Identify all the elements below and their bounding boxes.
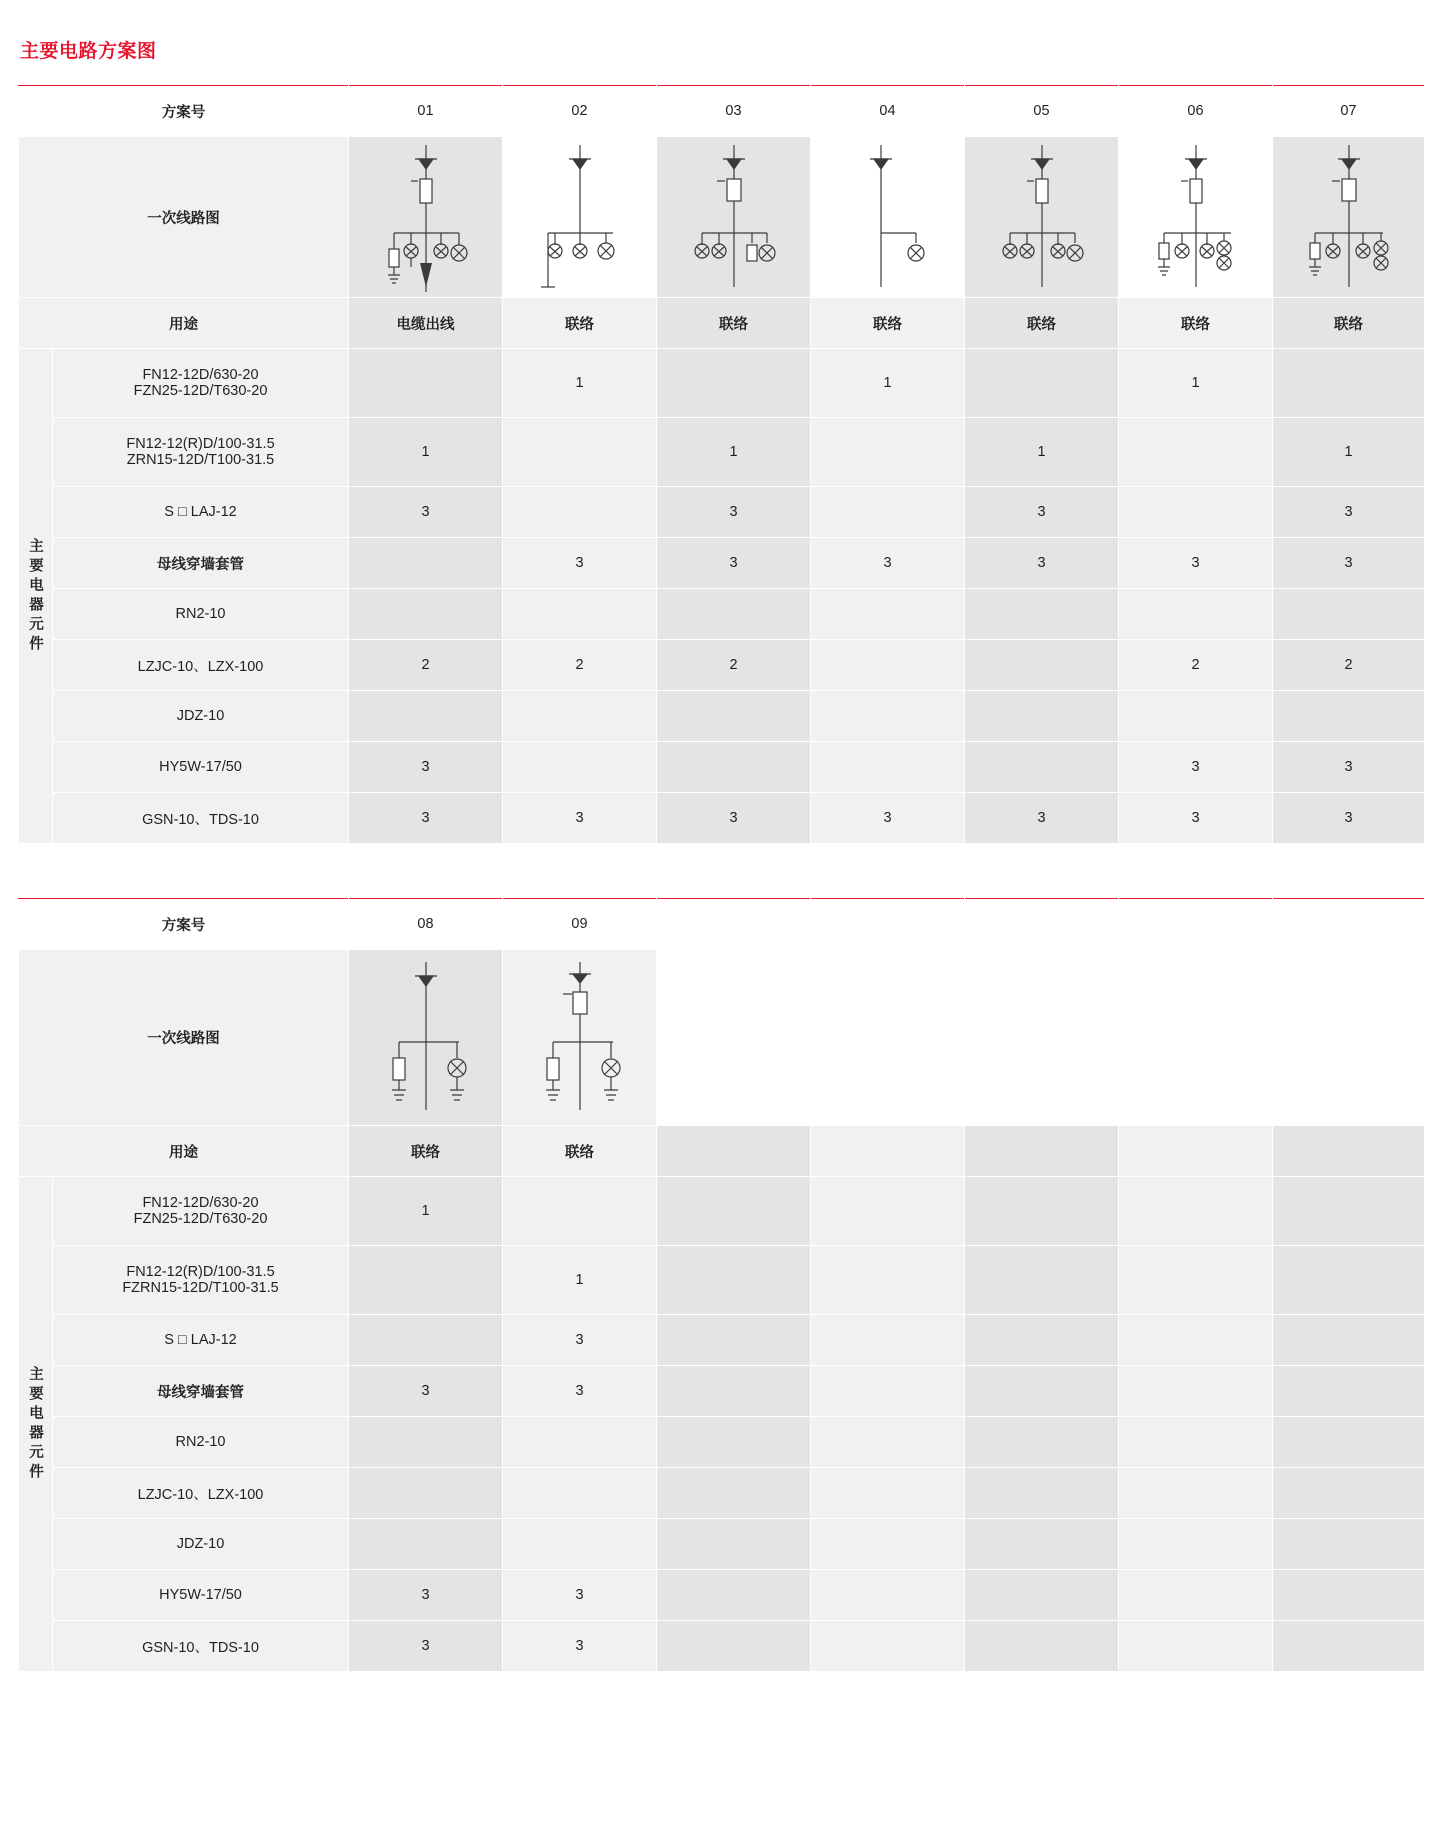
cell2-2-09: 3 bbox=[503, 1315, 657, 1366]
cell2-7-5 bbox=[965, 1570, 1119, 1621]
cell2-2-3 bbox=[657, 1315, 811, 1366]
component-name-3: 母线穿墙套管 bbox=[53, 538, 349, 589]
table-row bbox=[19, 1366, 1425, 1417]
table-row bbox=[19, 640, 1425, 691]
cell-0-02: 1 bbox=[503, 349, 657, 418]
component2-name-0 bbox=[53, 1177, 349, 1246]
cell2-3-5 bbox=[965, 1366, 1119, 1417]
diagram-07 bbox=[1273, 137, 1425, 298]
cell2-5-7 bbox=[1273, 1468, 1425, 1519]
cell-4-07 bbox=[1273, 589, 1425, 640]
cell-0-01 bbox=[349, 349, 503, 418]
cell2-7-09: 3 bbox=[503, 1570, 657, 1621]
cell2-0-6 bbox=[1119, 1177, 1273, 1246]
table-row bbox=[19, 1417, 1425, 1468]
cell2-6-3 bbox=[657, 1519, 811, 1570]
component2-name-1-line1: FN12-12(R)D/100-31.5 bbox=[126, 1264, 275, 1280]
cell-8-04: 3 bbox=[811, 793, 965, 844]
cell2-1-7 bbox=[1273, 1246, 1425, 1315]
cell-1-03: 1 bbox=[657, 418, 811, 487]
row-label-scheme-no-2: 方案号 bbox=[19, 899, 349, 950]
component2-name-8: GSN-10、TDS-10 bbox=[53, 1621, 349, 1672]
diagram-2-4 bbox=[811, 950, 965, 1126]
cell-2-06 bbox=[1119, 487, 1273, 538]
section-spacer bbox=[18, 844, 1425, 898]
cell2-6-6 bbox=[1119, 1519, 1273, 1570]
component2-name-0-line1: FN12-12D/630-20 bbox=[142, 1195, 259, 1211]
cell-3-02: 3 bbox=[503, 538, 657, 589]
diagram-03 bbox=[657, 137, 811, 298]
cell-1-02 bbox=[503, 418, 657, 487]
cell2-1-4 bbox=[811, 1246, 965, 1315]
cell-7-02 bbox=[503, 742, 657, 793]
cell2-4-6 bbox=[1119, 1417, 1273, 1468]
cell-1-06 bbox=[1119, 418, 1273, 487]
cell2-3-3 bbox=[657, 1366, 811, 1417]
cell2-4-09 bbox=[503, 1417, 657, 1468]
cell2-8-7 bbox=[1273, 1621, 1425, 1672]
cell-6-05 bbox=[965, 691, 1119, 742]
cell2-8-5 bbox=[965, 1621, 1119, 1672]
table-row bbox=[19, 1315, 1425, 1366]
component-name-7: HY5W-17/50 bbox=[53, 742, 349, 793]
usage-row bbox=[19, 298, 1425, 349]
component2-name-2: S □ LAJ-12 bbox=[53, 1315, 349, 1366]
table-row bbox=[19, 1246, 1425, 1315]
cell-7-01: 3 bbox=[349, 742, 503, 793]
diagram-row-2 bbox=[19, 950, 1425, 1126]
col-header-04: 04 bbox=[811, 86, 965, 137]
cell-2-04 bbox=[811, 487, 965, 538]
usage-01: 电缆出线 bbox=[349, 298, 503, 349]
table-row bbox=[19, 1621, 1425, 1672]
cell2-7-4 bbox=[811, 1570, 965, 1621]
cell-4-02 bbox=[503, 589, 657, 640]
cell2-3-08: 3 bbox=[349, 1366, 503, 1417]
cell2-4-08 bbox=[349, 1417, 503, 1468]
cell-0-06: 1 bbox=[1119, 349, 1273, 418]
component-name-1-line1: FN12-12(R)D/100-31.5 bbox=[126, 436, 275, 452]
col-header-05: 05 bbox=[965, 86, 1119, 137]
col-header-2-7 bbox=[1273, 899, 1425, 950]
usage-2-3 bbox=[657, 1126, 811, 1177]
cell2-8-09: 3 bbox=[503, 1621, 657, 1672]
cell-0-07 bbox=[1273, 349, 1425, 418]
page-title: 主要电路方案图 bbox=[20, 41, 157, 62]
cell-5-06: 2 bbox=[1119, 640, 1273, 691]
col-header-2-5 bbox=[965, 899, 1119, 950]
component-name-1 bbox=[53, 418, 349, 487]
cell2-1-09: 1 bbox=[503, 1246, 657, 1315]
cell-3-03: 3 bbox=[657, 538, 811, 589]
col-header-03: 03 bbox=[657, 86, 811, 137]
cell2-0-4 bbox=[811, 1177, 965, 1246]
cell2-3-4 bbox=[811, 1366, 965, 1417]
col-header-2-6 bbox=[1119, 899, 1273, 950]
cell2-1-08 bbox=[349, 1246, 503, 1315]
usage-08: 联络 bbox=[349, 1126, 503, 1177]
cell2-8-08: 3 bbox=[349, 1621, 503, 1672]
cell-4-05 bbox=[965, 589, 1119, 640]
cell-4-06 bbox=[1119, 589, 1273, 640]
table-row bbox=[19, 538, 1425, 589]
cell2-5-6 bbox=[1119, 1468, 1273, 1519]
table-row bbox=[19, 1468, 1425, 1519]
cell2-6-5 bbox=[965, 1519, 1119, 1570]
row-label-components: 主要电器元件 bbox=[19, 349, 53, 844]
cell2-2-08 bbox=[349, 1315, 503, 1366]
cell-0-03 bbox=[657, 349, 811, 418]
cell-5-04 bbox=[811, 640, 965, 691]
component2-name-6: JDZ-10 bbox=[53, 1519, 349, 1570]
cell2-8-3 bbox=[657, 1621, 811, 1672]
cell-7-06: 3 bbox=[1119, 742, 1273, 793]
diagram-06 bbox=[1119, 137, 1273, 298]
table-row bbox=[19, 487, 1425, 538]
usage-2-5 bbox=[965, 1126, 1119, 1177]
cell-7-03 bbox=[657, 742, 811, 793]
scheme-table-1 bbox=[18, 85, 1425, 844]
cell-1-07: 1 bbox=[1273, 418, 1425, 487]
cell2-6-09 bbox=[503, 1519, 657, 1570]
component2-name-0-line2: FZN25-12D/T630-20 bbox=[133, 1211, 268, 1227]
cell2-0-5 bbox=[965, 1177, 1119, 1246]
row-label-scheme-no: 方案号 bbox=[19, 86, 349, 137]
cell2-5-4 bbox=[811, 1468, 965, 1519]
component-name-8: GSN-10、TDS-10 bbox=[53, 793, 349, 844]
component2-name-1 bbox=[53, 1246, 349, 1315]
cell-3-07: 3 bbox=[1273, 538, 1425, 589]
cell-1-01: 1 bbox=[349, 418, 503, 487]
cell-2-03: 3 bbox=[657, 487, 811, 538]
cell-0-05 bbox=[965, 349, 1119, 418]
cell2-2-6 bbox=[1119, 1315, 1273, 1366]
cell-8-05: 3 bbox=[965, 793, 1119, 844]
header-row-2 bbox=[19, 899, 1425, 950]
diagram-05 bbox=[965, 137, 1119, 298]
cell2-2-7 bbox=[1273, 1315, 1425, 1366]
component-name-2: S □ LAJ-12 bbox=[53, 487, 349, 538]
col-header-2-3 bbox=[657, 899, 811, 950]
component2-name-3: 母线穿墙套管 bbox=[53, 1366, 349, 1417]
usage-06: 联络 bbox=[1119, 298, 1273, 349]
cell-5-01: 2 bbox=[349, 640, 503, 691]
component-name-4: RN2-10 bbox=[53, 589, 349, 640]
cell-3-04: 3 bbox=[811, 538, 965, 589]
cell-3-05: 3 bbox=[965, 538, 1119, 589]
cell-8-06: 3 bbox=[1119, 793, 1273, 844]
component-name-0-line2: FZN25-12D/T630-20 bbox=[133, 383, 268, 399]
cell2-1-3 bbox=[657, 1246, 811, 1315]
cell-2-02 bbox=[503, 487, 657, 538]
diagram-2-7 bbox=[1273, 950, 1425, 1126]
row-label-usage: 用途 bbox=[19, 298, 349, 349]
cell-4-03 bbox=[657, 589, 811, 640]
cell2-0-08: 1 bbox=[349, 1177, 503, 1246]
usage-2-7 bbox=[1273, 1126, 1425, 1177]
component2-name-5: LZJC-10、LZX-100 bbox=[53, 1468, 349, 1519]
cell-8-02: 3 bbox=[503, 793, 657, 844]
col-header-06: 06 bbox=[1119, 86, 1273, 137]
cell-6-07 bbox=[1273, 691, 1425, 742]
cell2-7-6 bbox=[1119, 1570, 1273, 1621]
table-row bbox=[19, 691, 1425, 742]
col-header-09: 09 bbox=[503, 899, 657, 950]
cell2-5-3 bbox=[657, 1468, 811, 1519]
header-row bbox=[19, 86, 1425, 137]
component-name-0 bbox=[53, 349, 349, 418]
component-name-5: LZJC-10、LZX-100 bbox=[53, 640, 349, 691]
cell-2-07: 3 bbox=[1273, 487, 1425, 538]
cell2-4-3 bbox=[657, 1417, 811, 1468]
cell-4-04 bbox=[811, 589, 965, 640]
component-name-1-line2: ZRN15-12D/T100-31.5 bbox=[126, 452, 275, 468]
cell-1-04 bbox=[811, 418, 965, 487]
cell-8-07: 3 bbox=[1273, 793, 1425, 844]
usage-03: 联络 bbox=[657, 298, 811, 349]
table-row bbox=[19, 349, 1425, 418]
table-row bbox=[19, 1570, 1425, 1621]
table-row bbox=[19, 418, 1425, 487]
usage-09: 联络 bbox=[503, 1126, 657, 1177]
cell2-3-09: 3 bbox=[503, 1366, 657, 1417]
col-header-2-4 bbox=[811, 899, 965, 950]
cell2-5-5 bbox=[965, 1468, 1119, 1519]
cell2-8-4 bbox=[811, 1621, 965, 1672]
usage-02: 联络 bbox=[503, 298, 657, 349]
diagram-2-3 bbox=[657, 950, 811, 1126]
cell2-7-08: 3 bbox=[349, 1570, 503, 1621]
diagram-08 bbox=[349, 950, 503, 1126]
cell-2-05: 3 bbox=[965, 487, 1119, 538]
table-row bbox=[19, 1519, 1425, 1570]
component-name-0-line1: FN12-12D/630-20 bbox=[142, 367, 259, 383]
cell-2-01: 3 bbox=[349, 487, 503, 538]
usage-05: 联络 bbox=[965, 298, 1119, 349]
diagram-01 bbox=[349, 137, 503, 298]
cell-1-05: 1 bbox=[965, 418, 1119, 487]
cell-3-01 bbox=[349, 538, 503, 589]
table-row bbox=[19, 793, 1425, 844]
row-label-diagram: 一次线路图 bbox=[19, 137, 349, 298]
cell-3-06: 3 bbox=[1119, 538, 1273, 589]
component2-name-7: HY5W-17/50 bbox=[53, 1570, 349, 1621]
cell2-1-5 bbox=[965, 1246, 1119, 1315]
usage-04: 联络 bbox=[811, 298, 965, 349]
usage-2-6 bbox=[1119, 1126, 1273, 1177]
cell-5-07: 2 bbox=[1273, 640, 1425, 691]
row-label-components-2: 主要电器元件 bbox=[19, 1177, 53, 1672]
cell-7-05 bbox=[965, 742, 1119, 793]
component2-name-1-line2: FZRN15-12D/T100-31.5 bbox=[122, 1280, 279, 1296]
cell-0-04: 1 bbox=[811, 349, 965, 418]
col-header-01: 01 bbox=[349, 86, 503, 137]
cell-4-01 bbox=[349, 589, 503, 640]
cell2-7-3 bbox=[657, 1570, 811, 1621]
cell2-6-7 bbox=[1273, 1519, 1425, 1570]
cell-8-03: 3 bbox=[657, 793, 811, 844]
cell-6-02 bbox=[503, 691, 657, 742]
cell-8-01: 3 bbox=[349, 793, 503, 844]
col-header-02: 02 bbox=[503, 86, 657, 137]
cell2-4-5 bbox=[965, 1417, 1119, 1468]
cell2-4-4 bbox=[811, 1417, 965, 1468]
usage-row-2 bbox=[19, 1126, 1425, 1177]
col-header-08: 08 bbox=[349, 899, 503, 950]
cell2-3-6 bbox=[1119, 1366, 1273, 1417]
cell-6-06 bbox=[1119, 691, 1273, 742]
cell2-3-7 bbox=[1273, 1366, 1425, 1417]
cell2-5-08 bbox=[349, 1468, 503, 1519]
table-row bbox=[19, 1177, 1425, 1246]
col-header-07: 07 bbox=[1273, 86, 1425, 137]
cell2-7-7 bbox=[1273, 1570, 1425, 1621]
scheme-table-2 bbox=[18, 898, 1425, 1672]
diagram-02 bbox=[503, 137, 657, 298]
cell2-0-3 bbox=[657, 1177, 811, 1246]
diagram-04 bbox=[811, 137, 965, 298]
cell-6-03 bbox=[657, 691, 811, 742]
cell-5-03: 2 bbox=[657, 640, 811, 691]
cell-5-05 bbox=[965, 640, 1119, 691]
cell-6-01 bbox=[349, 691, 503, 742]
cell-5-02: 2 bbox=[503, 640, 657, 691]
cell-7-07: 3 bbox=[1273, 742, 1425, 793]
cell2-4-7 bbox=[1273, 1417, 1425, 1468]
cell2-1-6 bbox=[1119, 1246, 1273, 1315]
component-name-6: JDZ-10 bbox=[53, 691, 349, 742]
table-row bbox=[19, 589, 1425, 640]
cell2-0-09 bbox=[503, 1177, 657, 1246]
usage-07: 联络 bbox=[1273, 298, 1425, 349]
cell2-5-09 bbox=[503, 1468, 657, 1519]
cell2-6-4 bbox=[811, 1519, 965, 1570]
cell-6-04 bbox=[811, 691, 965, 742]
row-label-diagram-2: 一次线路图 bbox=[19, 950, 349, 1126]
cell-7-04 bbox=[811, 742, 965, 793]
row-label-usage-2: 用途 bbox=[19, 1126, 349, 1177]
cell2-6-08 bbox=[349, 1519, 503, 1570]
cell2-8-6 bbox=[1119, 1621, 1273, 1672]
diagram-row bbox=[19, 137, 1425, 298]
component2-name-4: RN2-10 bbox=[53, 1417, 349, 1468]
table-row bbox=[19, 742, 1425, 793]
usage-2-4 bbox=[811, 1126, 965, 1177]
diagram-2-5 bbox=[965, 950, 1119, 1126]
diagram-09 bbox=[503, 950, 657, 1126]
cell2-0-7 bbox=[1273, 1177, 1425, 1246]
cell2-2-5 bbox=[965, 1315, 1119, 1366]
cell2-2-4 bbox=[811, 1315, 965, 1366]
diagram-2-6 bbox=[1119, 950, 1273, 1126]
